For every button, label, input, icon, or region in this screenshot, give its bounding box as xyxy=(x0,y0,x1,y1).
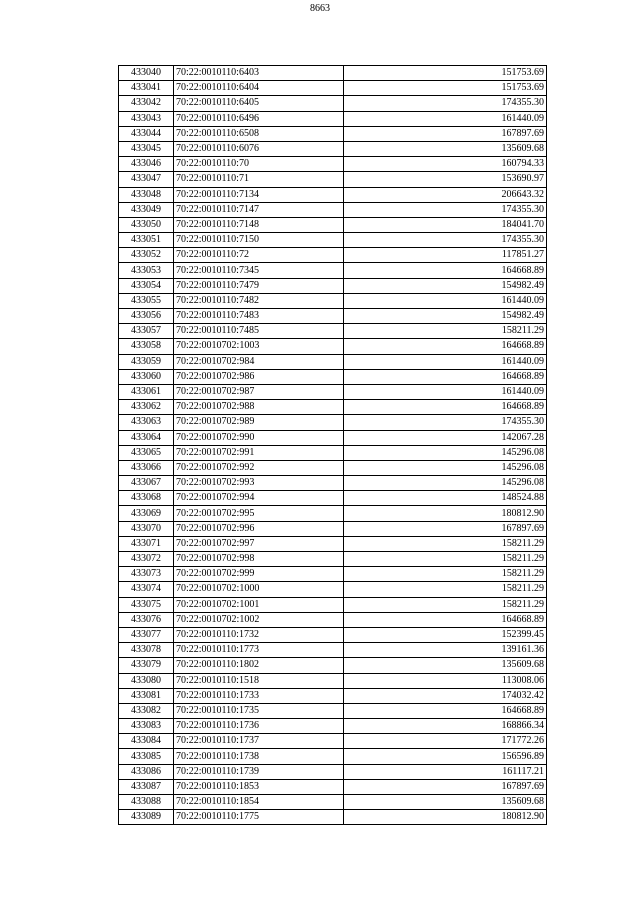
row-number-cell: 433072 xyxy=(119,552,174,567)
value-cell: 145296.08 xyxy=(344,445,547,460)
row-number-cell: 433046 xyxy=(119,157,174,172)
cadastral-number-cell: 70:22:0010110:7482 xyxy=(174,293,344,308)
table-row xyxy=(119,734,547,749)
value-cell: 161440.09 xyxy=(344,354,547,369)
cadastral-number-cell: 70:22:0010110:7134 xyxy=(174,187,344,202)
cadastral-number-cell: 70:22:0010110:1802 xyxy=(174,658,344,673)
cadastral-number-cell: 70:22:0010110:1737 xyxy=(174,734,344,749)
cadastral-number-cell: 70:22:0010702:997 xyxy=(174,536,344,551)
row-number-cell: 433077 xyxy=(119,627,174,642)
value-cell: 142067.28 xyxy=(344,430,547,445)
table-row xyxy=(119,263,547,278)
row-number-cell: 433065 xyxy=(119,445,174,460)
row-number-cell: 433051 xyxy=(119,233,174,248)
row-number-cell: 433063 xyxy=(119,415,174,430)
table-row xyxy=(119,795,547,810)
value-cell: 206643.32 xyxy=(344,187,547,202)
table-body xyxy=(119,66,547,825)
table-row xyxy=(119,309,547,324)
cadastral-number-cell: 70:22:0010110:1853 xyxy=(174,779,344,794)
cadastral-number-cell: 70:22:0010110:71 xyxy=(174,172,344,187)
row-number-cell: 433059 xyxy=(119,354,174,369)
cadastral-number-cell: 70:22:0010110:1518 xyxy=(174,673,344,688)
table-row xyxy=(119,369,547,384)
row-number-cell: 433058 xyxy=(119,339,174,354)
table-row xyxy=(119,384,547,399)
value-cell: 117851.27 xyxy=(344,248,547,263)
row-number-cell: 433040 xyxy=(119,66,174,81)
row-number-cell: 433057 xyxy=(119,324,174,339)
cadastral-number-cell: 70:22:0010110:6496 xyxy=(174,111,344,126)
row-number-cell: 433056 xyxy=(119,309,174,324)
value-cell: 156596.89 xyxy=(344,749,547,764)
row-number-cell: 433087 xyxy=(119,779,174,794)
cadastral-number-cell: 70:22:0010110:6404 xyxy=(174,81,344,96)
row-number-cell: 433049 xyxy=(119,202,174,217)
row-number-cell: 433060 xyxy=(119,369,174,384)
table-row xyxy=(119,339,547,354)
cadastral-number-cell: 70:22:0010702:991 xyxy=(174,445,344,460)
cadastral-number-cell: 70:22:0010110:6076 xyxy=(174,141,344,156)
table-row xyxy=(119,415,547,430)
value-cell: 164668.89 xyxy=(344,369,547,384)
table-row xyxy=(119,293,547,308)
cadastral-number-cell: 70:22:0010110:7147 xyxy=(174,202,344,217)
table-row xyxy=(119,324,547,339)
table-row xyxy=(119,779,547,794)
value-cell: 180812.90 xyxy=(344,506,547,521)
table-row xyxy=(119,172,547,187)
cadastral-number-cell: 70:22:0010702:994 xyxy=(174,491,344,506)
row-number-cell: 433079 xyxy=(119,658,174,673)
value-cell: 160794.33 xyxy=(344,157,547,172)
cadastral-number-cell: 70:22:0010702:992 xyxy=(174,460,344,475)
table-row xyxy=(119,430,547,445)
cadastral-number-cell: 70:22:0010702:1003 xyxy=(174,339,344,354)
table-row xyxy=(119,567,547,582)
value-cell: 161440.09 xyxy=(344,111,547,126)
table-row xyxy=(119,810,547,825)
table-row xyxy=(119,673,547,688)
row-number-cell: 433080 xyxy=(119,673,174,688)
value-cell: 167897.69 xyxy=(344,521,547,536)
row-number-cell: 433055 xyxy=(119,293,174,308)
table-row xyxy=(119,688,547,703)
table-row xyxy=(119,233,547,248)
cadastral-number-cell: 70:22:0010110:72 xyxy=(174,248,344,263)
value-cell: 152399.45 xyxy=(344,627,547,642)
row-number-cell: 433066 xyxy=(119,460,174,475)
cadastral-number-cell: 70:22:0010702:986 xyxy=(174,369,344,384)
value-cell: 135609.68 xyxy=(344,658,547,673)
value-cell: 154982.49 xyxy=(344,278,547,293)
cadastral-number-cell: 70:22:0010110:1738 xyxy=(174,749,344,764)
cadastral-number-cell: 70:22:0010110:6508 xyxy=(174,126,344,141)
value-cell: 151753.69 xyxy=(344,66,547,81)
value-cell: 171772.26 xyxy=(344,734,547,749)
table-row xyxy=(119,460,547,475)
row-number-cell: 433085 xyxy=(119,749,174,764)
row-number-cell: 433068 xyxy=(119,491,174,506)
value-cell: 174355.30 xyxy=(344,202,547,217)
table-row xyxy=(119,476,547,491)
cadastral-number-cell: 70:22:0010702:995 xyxy=(174,506,344,521)
table-row xyxy=(119,248,547,263)
row-number-cell: 433047 xyxy=(119,172,174,187)
value-cell: 174355.30 xyxy=(344,96,547,111)
cadastral-number-cell: 70:22:0010702:984 xyxy=(174,354,344,369)
table-row xyxy=(119,627,547,642)
value-cell: 113008.06 xyxy=(344,673,547,688)
cadastral-number-cell: 70:22:0010110:7150 xyxy=(174,233,344,248)
row-number-cell: 433082 xyxy=(119,703,174,718)
cadastral-value-table xyxy=(118,65,547,825)
table-row xyxy=(119,521,547,536)
value-cell: 174355.30 xyxy=(344,233,547,248)
table-row xyxy=(119,217,547,232)
row-number-cell: 433071 xyxy=(119,536,174,551)
table-row xyxy=(119,400,547,415)
table-row xyxy=(119,81,547,96)
row-number-cell: 433062 xyxy=(119,400,174,415)
table-row xyxy=(119,536,547,551)
cadastral-number-cell: 70:22:0010702:987 xyxy=(174,384,344,399)
row-number-cell: 433074 xyxy=(119,582,174,597)
value-cell: 180812.90 xyxy=(344,810,547,825)
row-number-cell: 433083 xyxy=(119,719,174,734)
value-cell: 158211.29 xyxy=(344,552,547,567)
table-row xyxy=(119,703,547,718)
row-number-cell: 433050 xyxy=(119,217,174,232)
value-cell: 161440.09 xyxy=(344,293,547,308)
cadastral-number-cell: 70:22:0010702:996 xyxy=(174,521,344,536)
table-row xyxy=(119,126,547,141)
cadastral-number-cell: 70:22:0010702:989 xyxy=(174,415,344,430)
cadastral-number-cell: 70:22:0010110:7485 xyxy=(174,324,344,339)
value-cell: 161117.21 xyxy=(344,764,547,779)
row-number-cell: 433067 xyxy=(119,476,174,491)
value-cell: 158211.29 xyxy=(344,324,547,339)
cadastral-number-cell: 70:22:0010702:998 xyxy=(174,552,344,567)
cadastral-number-cell: 70:22:0010110:6405 xyxy=(174,96,344,111)
table-row xyxy=(119,597,547,612)
table-row xyxy=(119,582,547,597)
row-number-cell: 433054 xyxy=(119,278,174,293)
value-cell: 167897.69 xyxy=(344,779,547,794)
row-number-cell: 433089 xyxy=(119,810,174,825)
value-cell: 164668.89 xyxy=(344,339,547,354)
row-number-cell: 433081 xyxy=(119,688,174,703)
table-row xyxy=(119,96,547,111)
cadastral-number-cell: 70:22:0010702:988 xyxy=(174,400,344,415)
table-row xyxy=(119,612,547,627)
page-number: 8663 xyxy=(310,3,330,14)
table-row xyxy=(119,141,547,156)
row-number-cell: 433070 xyxy=(119,521,174,536)
table-row xyxy=(119,719,547,734)
cadastral-number-cell: 70:22:0010110:7479 xyxy=(174,278,344,293)
value-cell: 158211.29 xyxy=(344,567,547,582)
value-cell: 154982.49 xyxy=(344,309,547,324)
row-number-cell: 433061 xyxy=(119,384,174,399)
cadastral-number-cell: 70:22:0010110:1736 xyxy=(174,719,344,734)
row-number-cell: 433078 xyxy=(119,643,174,658)
cadastral-number-cell: 70:22:0010110:1854 xyxy=(174,795,344,810)
value-cell: 184041.70 xyxy=(344,217,547,232)
row-number-cell: 433041 xyxy=(119,81,174,96)
cadastral-number-cell: 70:22:0010110:1733 xyxy=(174,688,344,703)
cadastral-number-cell: 70:22:0010702:1002 xyxy=(174,612,344,627)
value-cell: 164668.89 xyxy=(344,703,547,718)
value-cell: 158211.29 xyxy=(344,597,547,612)
row-number-cell: 433043 xyxy=(119,111,174,126)
cadastral-number-cell: 70:22:0010110:1735 xyxy=(174,703,344,718)
table-row xyxy=(119,643,547,658)
value-cell: 135609.68 xyxy=(344,141,547,156)
table-row xyxy=(119,445,547,460)
value-cell: 164668.89 xyxy=(344,263,547,278)
cadastral-number-cell: 70:22:0010702:990 xyxy=(174,430,344,445)
value-cell: 174032.42 xyxy=(344,688,547,703)
value-cell: 158211.29 xyxy=(344,582,547,597)
value-cell: 151753.69 xyxy=(344,81,547,96)
row-number-cell: 433042 xyxy=(119,96,174,111)
table-row xyxy=(119,658,547,673)
value-cell: 164668.89 xyxy=(344,400,547,415)
cadastral-number-cell: 70:22:0010110:7148 xyxy=(174,217,344,232)
value-cell: 168866.34 xyxy=(344,719,547,734)
row-number-cell: 433076 xyxy=(119,612,174,627)
cadastral-number-cell: 70:22:0010110:1773 xyxy=(174,643,344,658)
row-number-cell: 433086 xyxy=(119,764,174,779)
value-cell: 148524.88 xyxy=(344,491,547,506)
table-row xyxy=(119,278,547,293)
table-row xyxy=(119,552,547,567)
cadastral-number-cell: 70:22:0010110:7345 xyxy=(174,263,344,278)
value-cell: 139161.36 xyxy=(344,643,547,658)
table-row xyxy=(119,506,547,521)
value-cell: 145296.08 xyxy=(344,460,547,475)
cadastral-number-cell: 70:22:0010110:1775 xyxy=(174,810,344,825)
cadastral-number-cell: 70:22:0010110:1739 xyxy=(174,764,344,779)
value-cell: 158211.29 xyxy=(344,536,547,551)
value-cell: 164668.89 xyxy=(344,612,547,627)
table-row xyxy=(119,157,547,172)
value-cell: 145296.08 xyxy=(344,476,547,491)
cadastral-number-cell: 70:22:0010110:1732 xyxy=(174,627,344,642)
table-row xyxy=(119,354,547,369)
cadastral-number-cell: 70:22:0010702:1000 xyxy=(174,582,344,597)
row-number-cell: 433084 xyxy=(119,734,174,749)
row-number-cell: 433064 xyxy=(119,430,174,445)
cadastral-number-cell: 70:22:0010702:993 xyxy=(174,476,344,491)
value-cell: 135609.68 xyxy=(344,795,547,810)
cadastral-number-cell: 70:22:0010702:1001 xyxy=(174,597,344,612)
row-number-cell: 433044 xyxy=(119,126,174,141)
table-row xyxy=(119,202,547,217)
row-number-cell: 433052 xyxy=(119,248,174,263)
table-row xyxy=(119,764,547,779)
row-number-cell: 433069 xyxy=(119,506,174,521)
value-cell: 153690.97 xyxy=(344,172,547,187)
cadastral-number-cell: 70:22:0010110:6403 xyxy=(174,66,344,81)
value-cell: 161440.09 xyxy=(344,384,547,399)
table-row xyxy=(119,187,547,202)
value-cell: 174355.30 xyxy=(344,415,547,430)
row-number-cell: 433073 xyxy=(119,567,174,582)
table-row xyxy=(119,66,547,81)
cadastral-number-cell: 70:22:0010110:7483 xyxy=(174,309,344,324)
row-number-cell: 433075 xyxy=(119,597,174,612)
table-row xyxy=(119,491,547,506)
table-row xyxy=(119,749,547,764)
cadastral-number-cell: 70:22:0010110:70 xyxy=(174,157,344,172)
row-number-cell: 433045 xyxy=(119,141,174,156)
table-row xyxy=(119,111,547,126)
row-number-cell: 433053 xyxy=(119,263,174,278)
value-cell: 167897.69 xyxy=(344,126,547,141)
cadastral-number-cell: 70:22:0010702:999 xyxy=(174,567,344,582)
row-number-cell: 433088 xyxy=(119,795,174,810)
row-number-cell: 433048 xyxy=(119,187,174,202)
